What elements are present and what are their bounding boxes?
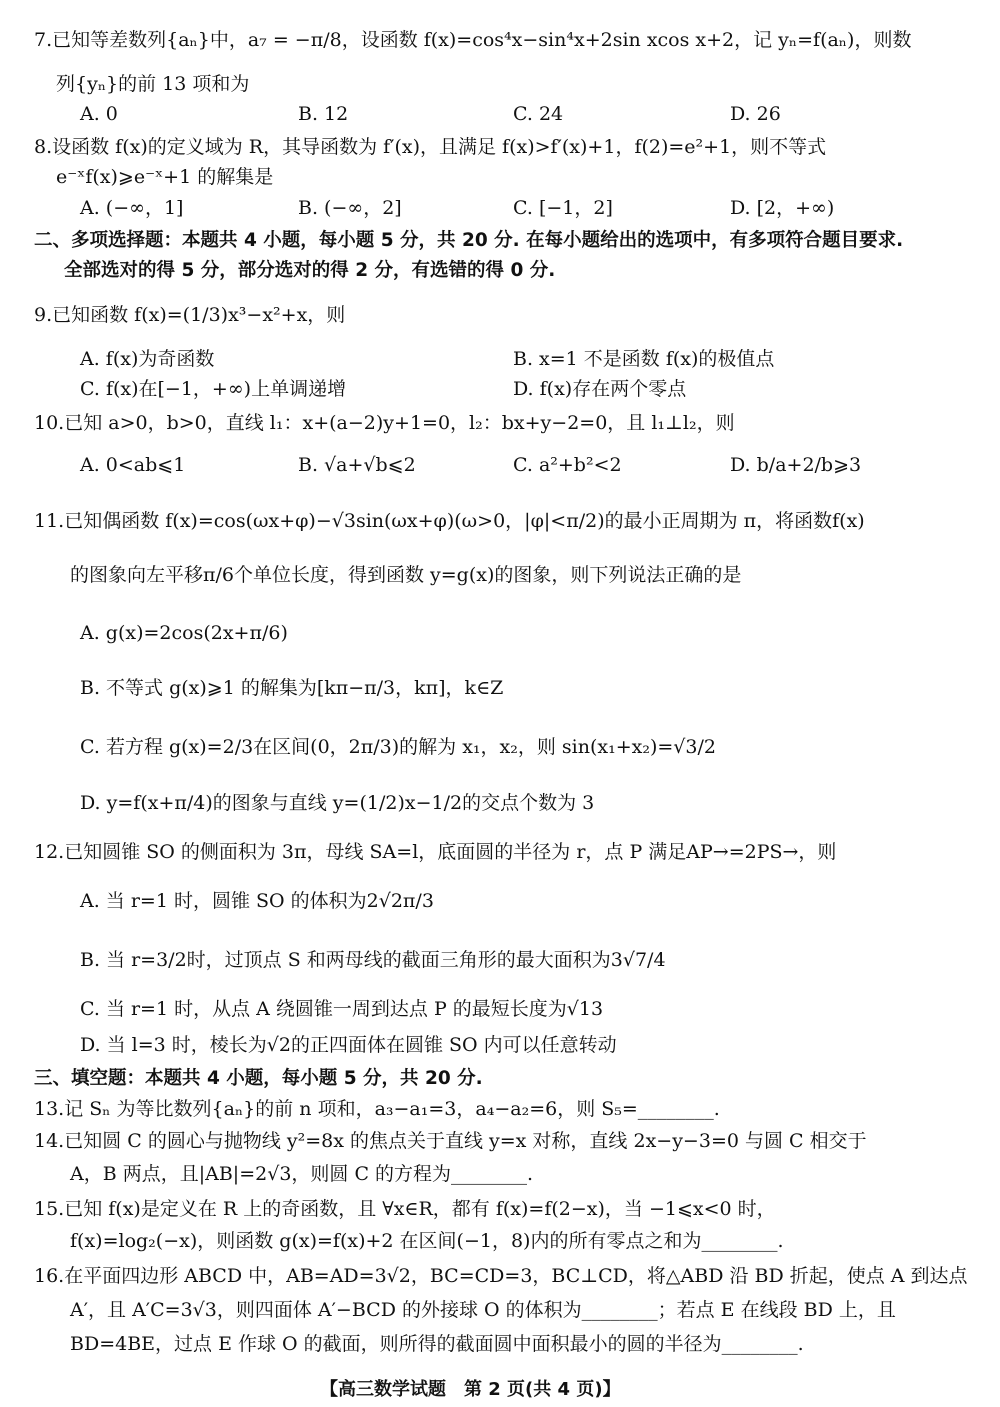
q11-option-a: A. g(x)=2cos(2x+π/6) (80, 622, 288, 644)
q8-options (80, 195, 960, 221)
q10-options (80, 452, 960, 478)
q8-stem-line2: e⁻ˣf(x)⩾e⁻ˣ+1 的解集是 (56, 166, 274, 188)
q9-option-d: D. f(x)存在两个零点 (513, 378, 687, 400)
q14-line1: 14.已知圆 C 的圆心与抛物线 y²=8x 的焦点关于直线 y=x 对称，直线 2x−y−3=0 与圆 C 相交于 (34, 1130, 867, 1152)
q10-option-c: C. a²+b²<2 (513, 454, 622, 476)
q7-stem-line2: 列{yₙ}的前 13 项和为 (56, 73, 250, 95)
page-footer: 【高三数学试题 第 2 页(共 4 页)】 (320, 1379, 621, 1400)
q9-option-b: B. x=1 不是函数 f(x)的极值点 (513, 348, 775, 370)
q12-option-b: B. 当 r=3/2时，过顶点 S 和两母线的截面三角形的最大面积为3√7/4 (80, 949, 666, 971)
q8-option-a: A. (−∞，1] (80, 197, 184, 219)
q10-stem: 10.已知 a>0，b>0，直线 l₁：x+(a−2)y+1=0，l₂：bx+y−2=0，且 l₁⊥l₂，则 (34, 412, 735, 434)
q16-line2: A′，且 A′C=3√3，则四面体 A′−BCD 的外接球 O 的体积为________；若点 E 在线段 BD 上，且 (70, 1299, 896, 1321)
section-3-heading: 三、填空题：本题共 4 小题，每小题 5 分，共 20 分. (34, 1068, 483, 1089)
q11-stem-line1: 11.已知偶函数 f(x)=cos(ωx+φ)−√3sin(ωx+φ)(ω>0，|φ|<π/2)的最小正周期为 π，将函数f(x) (34, 510, 865, 532)
q7-option-a: A. 0 (80, 103, 118, 125)
q8-option-b: B. (−∞，2] (298, 197, 402, 219)
q16-line1: 16.在平面四边形 ABCD 中，AB=AD=3√2，BC=CD=3，BC⊥CD，将△ABD 沿 BD 折起，使点 A 到达点 (34, 1265, 968, 1287)
q8-option-c: C. [−1，2] (513, 197, 613, 219)
q7-option-c: C. 24 (513, 103, 564, 125)
q9-options-row1 (80, 346, 960, 372)
q12-stem: 12.已知圆锥 SO 的侧面积为 3π，母线 SA=l，底面圆的半径为 r，点 P 满足AP→=2PS→，则 (34, 841, 837, 863)
q7-options (80, 101, 960, 127)
q10-option-a: A. 0<ab⩽1 (80, 454, 186, 476)
section-2-heading: 二、多项选择题：本题共 4 小题，每小题 5 分，共 20 分. 在每小题给出的选项中，有多项符合题目要求. (34, 230, 904, 251)
q12-option-d: D. 当 l=3 时，棱长为√2的正四面体在圆锥 SO 内可以任意转动 (80, 1034, 617, 1056)
q7-option-b: B. 12 (298, 103, 349, 125)
q8-stem-line1: 8.设函数 f(x)的定义域为 R，其导函数为 f′(x)，且满足 f(x)>f′(x)+1，f(2)=e²+1，则不等式 (34, 136, 827, 158)
q9-option-c: C. f(x)在[−1，+∞)上单调递增 (80, 378, 347, 400)
q16-line3: BD=4BE，过点 E 作球 O 的截面，则所得的截面圆中面积最小的圆的半径为________. (70, 1333, 804, 1355)
q15-line2: f(x)=log₂(−x)，则函数 g(x)=f(x)+2 在区间(−1，8)内的所有零点之和为________. (70, 1230, 784, 1252)
section-2-note: 全部选对的得 5 分，部分选对的得 2 分，有选错的得 0 分. (64, 260, 556, 281)
q13-text: 13.记 Sₙ 为等比数列{aₙ}的前 n 项和，a₃−a₁=3，a₄−a₂=6，则 S₅=________. (34, 1098, 720, 1120)
q9-stem: 9.已知函数 f(x)=(1/3)x³−x²+x，则 (34, 304, 346, 326)
q12-option-a: A. 当 r=1 时，圆锥 SO 的体积为2√2π/3 (80, 890, 434, 912)
q10-option-d: D. b/a+2/b⩾3 (730, 454, 862, 476)
q12-option-c: C. 当 r=1 时，从点 A 绕圆锥一周到达点 P 的最短长度为√13 (80, 998, 604, 1020)
q8-option-d: D. [2，+∞) (730, 197, 835, 219)
q7-stem-line1: 7.已知等差数列{aₙ}中，a₇ = −π/8，设函数 f(x)=cos⁴x−sin⁴x+2sin xcos x+2，记 yₙ=f(aₙ)，则数 (34, 29, 912, 51)
q7-option-d: D. 26 (730, 103, 781, 125)
q11-option-b: B. 不等式 g(x)⩾1 的解集为[kπ−π/3，kπ]，k∈Z (80, 677, 504, 699)
q11-option-d: D. y=f(x+π/4)的图象与直线 y=(1/2)x−1/2的交点个数为 3 (80, 792, 595, 814)
q9-option-a: A. f(x)为奇函数 (80, 348, 215, 370)
q11-stem-line2: 的图象向左平移π/6个单位长度，得到函数 y=g(x)的图象，则下列说法正确的是 (70, 564, 742, 586)
q15-line1: 15.已知 f(x)是定义在 R 上的奇函数，且 ∀x∈R，都有 f(x)=f(2−x)，当 −1⩽x<0 时， (34, 1198, 776, 1220)
q14-line2: A，B 两点，且|AB|=2√3，则圆 C 的方程为________. (70, 1163, 534, 1185)
q10-option-b: B. √a+√b⩽2 (298, 454, 416, 476)
q9-options-row2 (80, 376, 960, 402)
q11-option-c: C. 若方程 g(x)=2/3在区间(0，2π/3)的解为 x₁，x₂，则 sin(x₁+x₂)=√3/2 (80, 736, 716, 758)
